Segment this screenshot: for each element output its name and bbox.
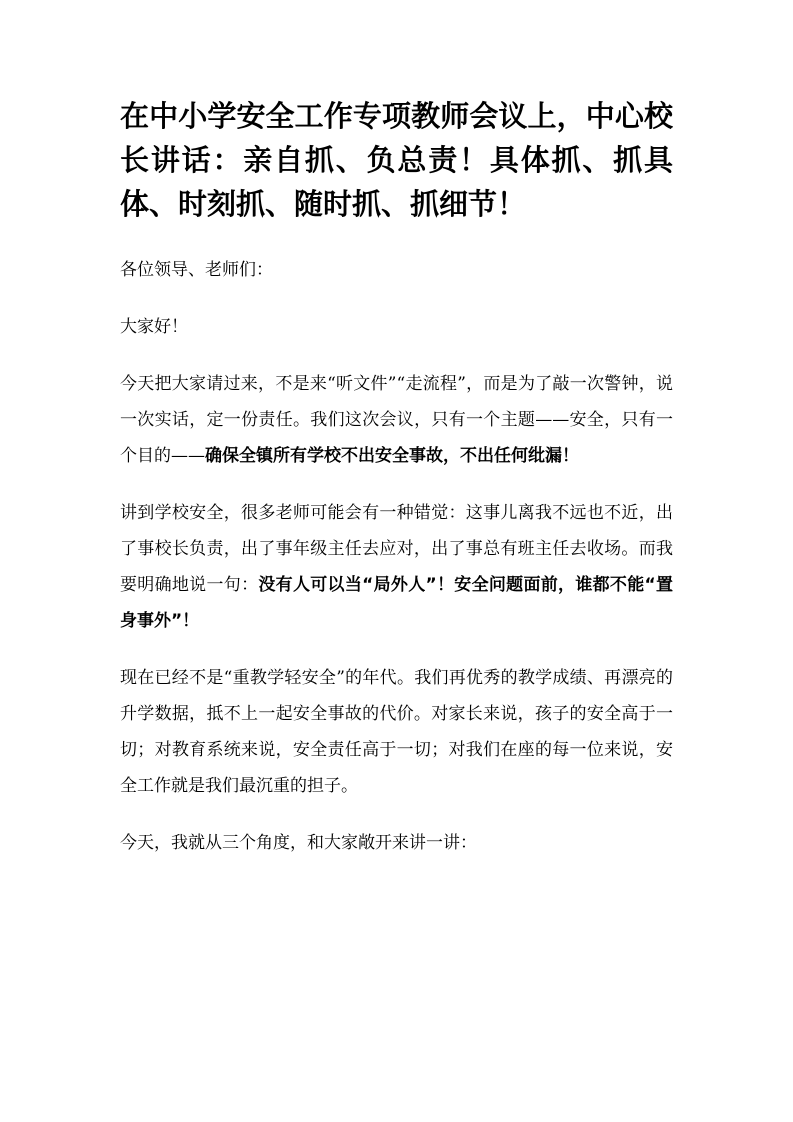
paragraph-priority: 现在已经不是“重教学轻安全”的年代。我们再优秀的教学成绩、再漂亮的升学数据，抵不上一起安全事故的代价。对家长来说，孩子的安全高于一切；对教育系统来说，安全责任高于一切；对我们在座的每一位来说，安全工作就是我们最沉重的担子。 [120,668,673,796]
paragraph-responsibility-text: 讲到学校安全，很多老师可能会有一种错觉：这事儿离我不远也不近，出了事校长负责，出了事年级主任去应对，出了事总有班主任去收场。而我要明确地说一句： [120,503,673,595]
greeting: 大家好！ [120,317,188,337]
paragraph-purpose-emphasis: 确保全镇所有学校不出安全事故，不出任何纰漏！ [205,446,579,466]
salutation: 各位领导、老师们： [120,260,273,280]
paragraph-purpose-text: 今天把大家请过来，不是来“听文件”“走流程”，而是为了敲一次警钟，说一次实话，定一份责任。我们这次会议，只有一个主题——安全，只有一个目的—— [120,374,673,466]
paragraph-purpose [120,366,673,474]
document-title: 在中小学安全工作专项教师会议上，中心校长讲话：亲自抓、负总责！具体抓、抓具体、时刻抓、随时抓、抓细节！ [120,99,673,221]
document-page [120,94,673,882]
paragraph-responsibility [120,495,673,639]
paragraph-responsibility-emphasis: 没有人可以当“局外人”！安全问题面前，谁都不能“置身事外”！ [120,575,673,631]
paragraph-outline-intro: 今天，我就从三个角度，和大家敞开来讲一讲： [120,833,477,853]
